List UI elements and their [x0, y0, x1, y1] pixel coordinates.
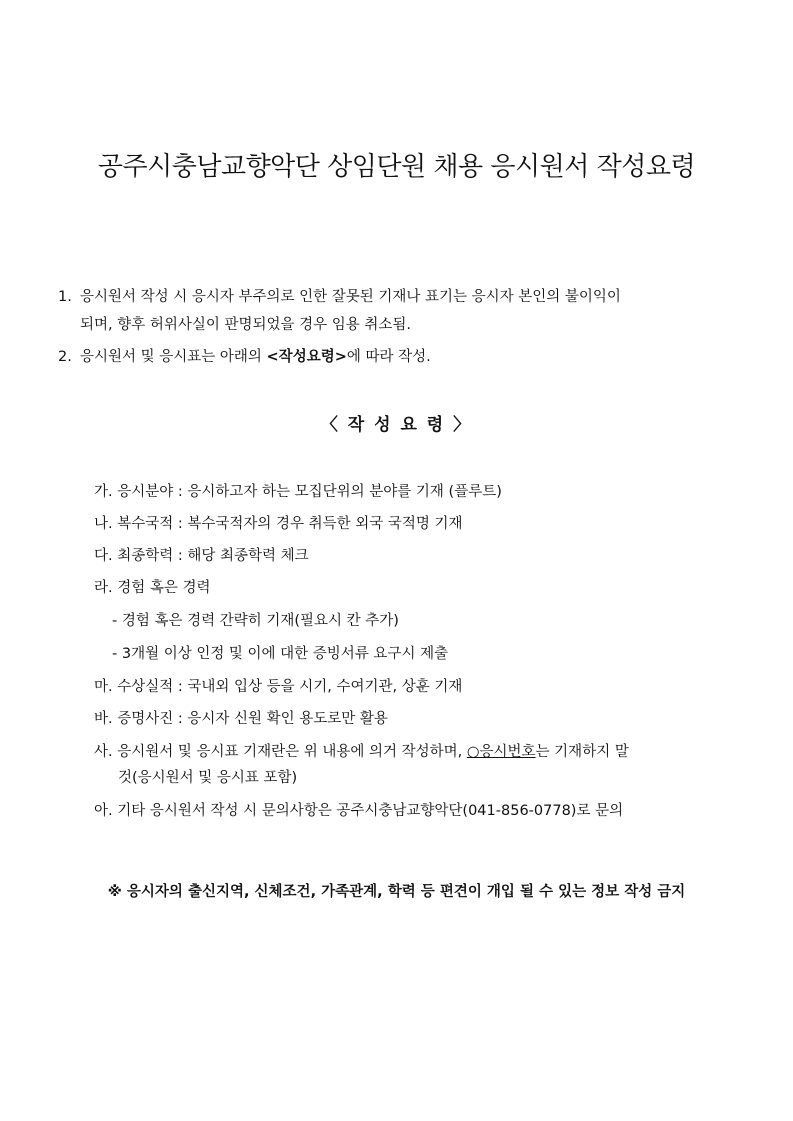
guide-item-label: 가. 응시분야 — [94, 484, 174, 500]
guide-item-label: 나. 복수국적 — [94, 516, 174, 532]
notice-item-1 — [58, 283, 738, 339]
guide-item-underline: ○응시번호 — [466, 744, 536, 760]
guide-item-nationality — [94, 512, 734, 536]
page-title: 공주시충남교향악단 상임단원 채용 응시원서 작성요령 — [97, 152, 696, 182]
guide-item-label: 마. 수상실적 — [94, 679, 174, 695]
guide-item-form-notes — [94, 739, 734, 791]
guide-item-experience — [94, 576, 734, 600]
guide-item-text: : 국내외 입상 등을 시기, 수여기관, 상훈 기재 — [173, 679, 463, 695]
notice-text-bold: <작성요령> — [266, 349, 347, 365]
guide-item-label: 사. 응시원서 및 응시표 기재란은 위 내용에 의거 작성하며, — [94, 744, 467, 760]
notice-text-line1: 응시원서 작성 시 응시자 부주의로 인한 잘못된 기재나 표기는 응시자 본인의 불이익이 — [80, 289, 621, 305]
guide-subitem-experience-1 — [94, 609, 752, 633]
guide-item-apply-field — [94, 480, 734, 504]
guide-item-awards — [94, 675, 734, 699]
guide-item-text: 는 기재하지 말 — [535, 744, 629, 760]
warning-note: ※ 응시자의 출신지역, 신체조건, 가족관계, 학력 등 편견이 개입 될 수 있는 정보 작성 금지 — [107, 884, 686, 900]
notice-number: 1. — [58, 289, 72, 305]
guide-item-label: 라. 경험 혹은 경력 — [94, 580, 211, 596]
notice-number: 2. — [58, 349, 72, 365]
guide-item-text: : 응시하고자 하는 모집단위의 분야를 기재 (플루트) — [173, 484, 502, 500]
guide-item-label: 바. 증명사진 — [94, 711, 174, 727]
guide-item-photo — [94, 707, 734, 731]
guide-item-label: - 3개월 이상 인정 및 이에 대한 증빙서류 요구시 제출 — [112, 646, 449, 662]
notice-text-line2: 되며, 향후 허위사실이 판명되었을 경우 임용 취소됨. — [80, 317, 412, 333]
guide-subitem-experience-2 — [94, 642, 752, 666]
guide-item-text: : 복수국적자의 경우 취득한 외국 국적명 기재 — [173, 516, 463, 532]
guide-item-text-line2: 것(응시원서 및 응시표 포함) — [118, 770, 298, 786]
guide-item-label: 아. 기타 응시원서 작성 시 문의사항은 공주시충남교향악단(041-856-0778)로 문의 — [94, 803, 624, 819]
guide-item-inquiry — [94, 799, 734, 823]
notice-text-after: 에 따라 작성. — [346, 349, 431, 365]
guide-item-text: : 응시자 신원 확인 용도로만 활용 — [173, 711, 388, 727]
guide-item-label: 다. 최종학력 — [94, 548, 174, 564]
notice-item-2 — [58, 343, 738, 371]
guide-item-education — [94, 544, 734, 568]
guide-title: 〈 작 성 요 령 〉 — [320, 415, 473, 435]
notice-text-before: 응시원서 및 응시표는 아래의 — [80, 349, 267, 365]
guide-item-label: - 경험 혹은 경력 간략히 기재(필요시 칸 추가) — [112, 613, 399, 629]
guide-item-text: : 해당 최종학력 체크 — [173, 548, 309, 564]
